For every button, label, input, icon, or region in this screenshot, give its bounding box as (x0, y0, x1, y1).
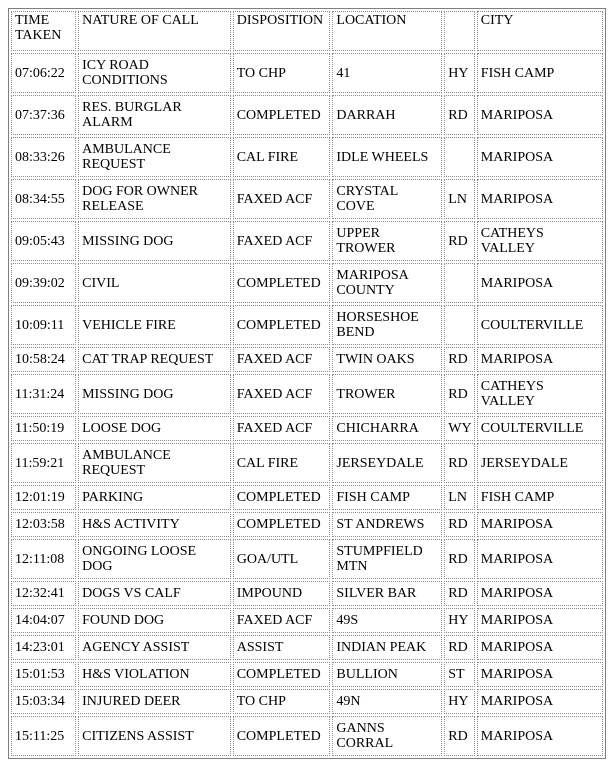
cell-time: 09:39:02 (11, 263, 76, 303)
cell-time: 12:32:41 (11, 581, 76, 606)
cell-suffix: RD (444, 716, 475, 756)
cell-disposition: ASSIST (233, 635, 331, 660)
cell-suffix: RD (444, 374, 475, 414)
cell-suffix: RD (444, 95, 475, 135)
table-row (11, 347, 603, 372)
cell-nature: CITIZENS ASSIST (78, 716, 231, 756)
cell-location: UPPER TROWER (332, 221, 442, 261)
cell-time: 14:04:07 (11, 608, 76, 633)
cell-suffix: RD (444, 347, 475, 372)
cell-time: 10:58:24 (11, 347, 76, 372)
cell-time: 08:33:26 (11, 137, 76, 177)
cell-location: STUMPFIELD MTN (332, 539, 442, 579)
cell-disposition: COMPLETED (233, 263, 331, 303)
cell-suffix (444, 137, 475, 177)
table-row (11, 662, 603, 687)
cell-city: MARIPOSA (477, 179, 603, 219)
cell-disposition: GOA/UTL (233, 539, 331, 579)
cell-suffix: RD (444, 443, 475, 483)
cell-nature: AMBULANCE REQUEST (78, 443, 231, 483)
table-row (11, 539, 603, 579)
cell-suffix: HY (444, 689, 475, 714)
cell-disposition: FAXED ACF (233, 221, 331, 261)
cell-suffix: RD (444, 539, 475, 579)
cell-nature: PARKING (78, 485, 231, 510)
cell-suffix: LN (444, 179, 475, 219)
cell-city: COULTERVILLE (477, 416, 603, 441)
call-log-table (8, 8, 606, 759)
cell-city: CATHEYS VALLEY (477, 221, 603, 261)
cell-location: IDLE WHEELS (332, 137, 442, 177)
cell-nature: FOUND DOG (78, 608, 231, 633)
cell-time: 12:01:19 (11, 485, 76, 510)
cell-disposition: TO CHP (233, 689, 331, 714)
table-row (11, 689, 603, 714)
cell-city: MARIPOSA (477, 95, 603, 135)
table-row (11, 263, 603, 303)
cell-nature: H&S VIOLATION (78, 662, 231, 687)
header-nature-of-call: NATURE OF CALL (78, 11, 231, 51)
table-row (11, 416, 603, 441)
header-disposition: DISPOSITION (233, 11, 331, 51)
cell-city: COULTERVILLE (477, 305, 603, 345)
cell-city: MARIPOSA (477, 689, 603, 714)
cell-city: MARIPOSA (477, 581, 603, 606)
cell-time: 11:31:24 (11, 374, 76, 414)
cell-suffix: HY (444, 53, 475, 93)
cell-city: MARIPOSA (477, 635, 603, 660)
cell-city: FISH CAMP (477, 485, 603, 510)
header-time-taken: TIME TAKEN (11, 11, 76, 51)
table-row (11, 374, 603, 414)
header-city: CITY (477, 11, 603, 51)
cell-city: MARIPOSA (477, 263, 603, 303)
table-row (11, 716, 603, 756)
cell-city: MARIPOSA (477, 512, 603, 537)
cell-disposition: IMPOUND (233, 581, 331, 606)
table-row (11, 53, 603, 93)
cell-nature: ONGOING LOOSE DOG (78, 539, 231, 579)
cell-disposition: COMPLETED (233, 716, 331, 756)
cell-nature: INJURED DEER (78, 689, 231, 714)
cell-disposition: FAXED ACF (233, 374, 331, 414)
cell-nature: CIVIL (78, 263, 231, 303)
cell-nature: DOG FOR OWNER RELEASE (78, 179, 231, 219)
cell-suffix (444, 305, 475, 345)
cell-location: CRYSTAL COVE (332, 179, 442, 219)
cell-disposition: COMPLETED (233, 485, 331, 510)
cell-city: FISH CAMP (477, 53, 603, 93)
cell-nature: MISSING DOG (78, 221, 231, 261)
cell-city: MARIPOSA (477, 662, 603, 687)
cell-location: MARIPOSA COUNTY (332, 263, 442, 303)
cell-location: BULLION (332, 662, 442, 687)
cell-disposition: FAXED ACF (233, 608, 331, 633)
cell-disposition: CAL FIRE (233, 443, 331, 483)
table-row (11, 635, 603, 660)
cell-time: 09:05:43 (11, 221, 76, 261)
cell-nature: CAT TRAP REQUEST (78, 347, 231, 372)
cell-nature: ICY ROAD CONDITIONS (78, 53, 231, 93)
table-row (11, 137, 603, 177)
table-row (11, 581, 603, 606)
cell-suffix (444, 263, 475, 303)
cell-time: 07:37:36 (11, 95, 76, 135)
cell-location: 41 (332, 53, 442, 93)
cell-nature: AMBULANCE REQUEST (78, 137, 231, 177)
cell-location: TROWER (332, 374, 442, 414)
cell-city: JERSEYDALE (477, 443, 603, 483)
header-row (11, 11, 603, 51)
cell-time: 10:09:11 (11, 305, 76, 345)
cell-city: CATHEYS VALLEY (477, 374, 603, 414)
cell-nature: LOOSE DOG (78, 416, 231, 441)
cell-location: FISH CAMP (332, 485, 442, 510)
cell-disposition: FAXED ACF (233, 347, 331, 372)
table-row (11, 485, 603, 510)
cell-suffix: RD (444, 635, 475, 660)
cell-time: 15:03:34 (11, 689, 76, 714)
cell-nature: H&S ACTIVITY (78, 512, 231, 537)
cell-city: MARIPOSA (477, 608, 603, 633)
cell-time: 12:03:58 (11, 512, 76, 537)
header-suffix (444, 11, 475, 51)
cell-location: 49S (332, 608, 442, 633)
cell-location: INDIAN PEAK (332, 635, 442, 660)
cell-time: 12:11:08 (11, 539, 76, 579)
cell-city: MARIPOSA (477, 347, 603, 372)
cell-location: HORSESHOE BEND (332, 305, 442, 345)
cell-time: 08:34:55 (11, 179, 76, 219)
cell-location: 49N (332, 689, 442, 714)
cell-location: TWIN OAKS (332, 347, 442, 372)
cell-location: GANNS CORRAL (332, 716, 442, 756)
cell-time: 15:11:25 (11, 716, 76, 756)
table-row (11, 305, 603, 345)
cell-location: SILVER BAR (332, 581, 442, 606)
cell-nature: RES. BURGLAR ALARM (78, 95, 231, 135)
cell-suffix: WY (444, 416, 475, 441)
cell-city: MARIPOSA (477, 539, 603, 579)
cell-time: 11:50:19 (11, 416, 76, 441)
cell-nature: VEHICLE FIRE (78, 305, 231, 345)
cell-location: DARRAH (332, 95, 442, 135)
cell-time: 15:01:53 (11, 662, 76, 687)
cell-time: 07:06:22 (11, 53, 76, 93)
cell-location: ST ANDREWS (332, 512, 442, 537)
cell-location: JERSEYDALE (332, 443, 442, 483)
cell-city: MARIPOSA (477, 137, 603, 177)
cell-disposition: FAXED ACF (233, 179, 331, 219)
table-row (11, 512, 603, 537)
cell-disposition: CAL FIRE (233, 137, 331, 177)
cell-disposition: TO CHP (233, 53, 331, 93)
table-row (11, 443, 603, 483)
cell-suffix: RD (444, 512, 475, 537)
cell-city: MARIPOSA (477, 716, 603, 756)
cell-nature: AGENCY ASSIST (78, 635, 231, 660)
cell-disposition: COMPLETED (233, 512, 331, 537)
table-row (11, 179, 603, 219)
cell-suffix: ST (444, 662, 475, 687)
cell-disposition: COMPLETED (233, 662, 331, 687)
cell-time: 14:23:01 (11, 635, 76, 660)
cell-disposition: COMPLETED (233, 95, 331, 135)
cell-time: 11:59:21 (11, 443, 76, 483)
cell-disposition: FAXED ACF (233, 416, 331, 441)
table-row (11, 221, 603, 261)
table-row (11, 95, 603, 135)
cell-location: CHICHARRA (332, 416, 442, 441)
cell-nature: MISSING DOG (78, 374, 231, 414)
cell-suffix: RD (444, 581, 475, 606)
cell-nature: DOGS VS CALF (78, 581, 231, 606)
header-location: LOCATION (332, 11, 442, 51)
cell-suffix: RD (444, 221, 475, 261)
table-row (11, 608, 603, 633)
cell-suffix: LN (444, 485, 475, 510)
cell-suffix: HY (444, 608, 475, 633)
cell-disposition: COMPLETED (233, 305, 331, 345)
